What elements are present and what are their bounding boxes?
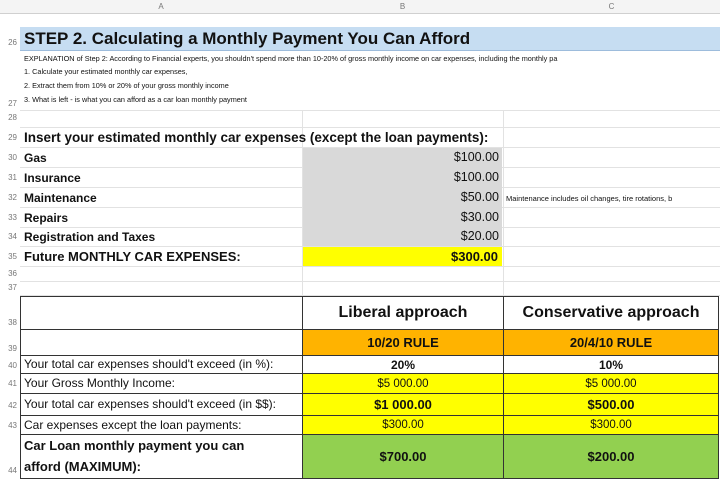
row-number[interactable]: 35 [8, 252, 17, 261]
explanation-line: 2. Extract them from 10% or 20% of your gross monthly income [24, 81, 229, 90]
table-row-label: Car expenses except the loan payments: [20, 415, 303, 435]
row-number[interactable]: 26 [8, 38, 17, 47]
liberal-max-loan-payment[interactable]: $700.00 [302, 434, 504, 479]
liberal-gross-income[interactable]: $5 000.00 [302, 373, 504, 394]
conservative-approach-header[interactable]: Conservative approach [503, 296, 719, 330]
result-label-line1: Car Loan monthly payment you can [24, 438, 245, 453]
gridline [503, 110, 504, 296]
rule-row-left-blank [20, 329, 303, 356]
column-header-a[interactable]: A [20, 0, 302, 14]
row-number[interactable]: 33 [8, 213, 17, 222]
conservative-rule[interactable]: 20/4/10 RULE [503, 329, 719, 356]
row-number[interactable]: 44 [8, 466, 17, 475]
expense-value-insurance[interactable]: $100.00 [453, 170, 499, 184]
row-number[interactable]: 30 [8, 153, 17, 162]
table-row-label: Your total car expenses should't exceed (in %): [20, 355, 303, 374]
maintenance-note: Maintenance includes oil changes, tire rotations, b [506, 194, 673, 203]
liberal-rule[interactable]: 10/20 RULE [302, 329, 504, 356]
row-number[interactable]: 40 [8, 361, 17, 370]
row-number[interactable]: 27 [8, 99, 17, 108]
conservative-max-expenses[interactable]: $500.00 [503, 393, 719, 416]
expense-value-registration[interactable]: $20.00 [460, 229, 499, 243]
row-number[interactable]: 41 [8, 379, 17, 388]
gridline [20, 110, 720, 111]
expense-label-gas: Gas [24, 151, 47, 165]
gridline [20, 281, 720, 282]
column-header-c[interactable]: C [503, 0, 720, 14]
result-label-line2: afford (MAXIMUM): [24, 459, 141, 474]
row-number[interactable]: 42 [8, 401, 17, 410]
column-header-b[interactable]: B [302, 0, 503, 14]
expense-value-gas[interactable]: $100.00 [453, 150, 499, 164]
row-number[interactable]: 31 [8, 173, 17, 182]
conservative-max-loan-payment[interactable]: $200.00 [503, 434, 719, 479]
expense-label-insurance: Insurance [24, 171, 81, 185]
expense-value-repairs[interactable]: $30.00 [460, 210, 499, 224]
liberal-max-expenses[interactable]: $1 000.00 [302, 393, 504, 416]
table-row-label: Your total car expenses should't exceed (in $$): [20, 393, 303, 416]
row-number[interactable]: 39 [8, 344, 17, 353]
expense-label-registration: Registration and Taxes [24, 230, 156, 244]
table-row-label: Your Gross Monthly Income: [20, 373, 303, 394]
row-number[interactable]: 36 [8, 269, 17, 278]
comparison-header-left-blank [20, 296, 303, 330]
liberal-approach-header[interactable]: Liberal approach [302, 296, 504, 330]
gridline [20, 127, 720, 128]
explanation-line: 1. Calculate your estimated monthly car expenses, [24, 67, 188, 76]
future-expenses-label: Future MONTHLY CAR EXPENSES: [24, 249, 241, 264]
liberal-percent[interactable]: 20% [302, 355, 504, 374]
explanation-line: EXPLANATION of Step 2: According to Financial experts, you shouldn't spend more than 10-20% of gross monthly income on car expenses, including the monthly pa [24, 54, 558, 63]
expense-label-maintenance: Maintenance [24, 191, 97, 205]
column-header-corner[interactable] [0, 0, 20, 14]
conservative-gross-income[interactable]: $5 000.00 [503, 373, 719, 394]
explanation-line: 3. What is left - is what you can afford as a car loan monthly payment [24, 95, 247, 104]
expense-value-maintenance[interactable]: $50.00 [460, 190, 499, 204]
liberal-car-expenses[interactable]: $300.00 [302, 415, 504, 435]
row-number[interactable]: 43 [8, 421, 17, 430]
row-number[interactable]: 32 [8, 193, 17, 202]
insert-heading: Insert your estimated monthly car expenses (except the loan payments): [24, 130, 489, 145]
conservative-car-expenses[interactable]: $300.00 [503, 415, 719, 435]
row-number[interactable]: 34 [8, 232, 17, 241]
row-number[interactable]: 28 [8, 113, 17, 122]
expense-label-repairs: Repairs [24, 211, 69, 225]
row-number[interactable]: 37 [8, 283, 17, 292]
conservative-percent[interactable]: 10% [503, 355, 719, 374]
future-expenses-value[interactable]: $300.00 [303, 247, 502, 266]
page-title: STEP 2. Calculating a Monthly Payment You Can Afford [24, 29, 471, 48]
row-number[interactable]: 38 [8, 318, 17, 327]
row-number[interactable]: 29 [8, 133, 17, 142]
gridline [20, 266, 720, 267]
